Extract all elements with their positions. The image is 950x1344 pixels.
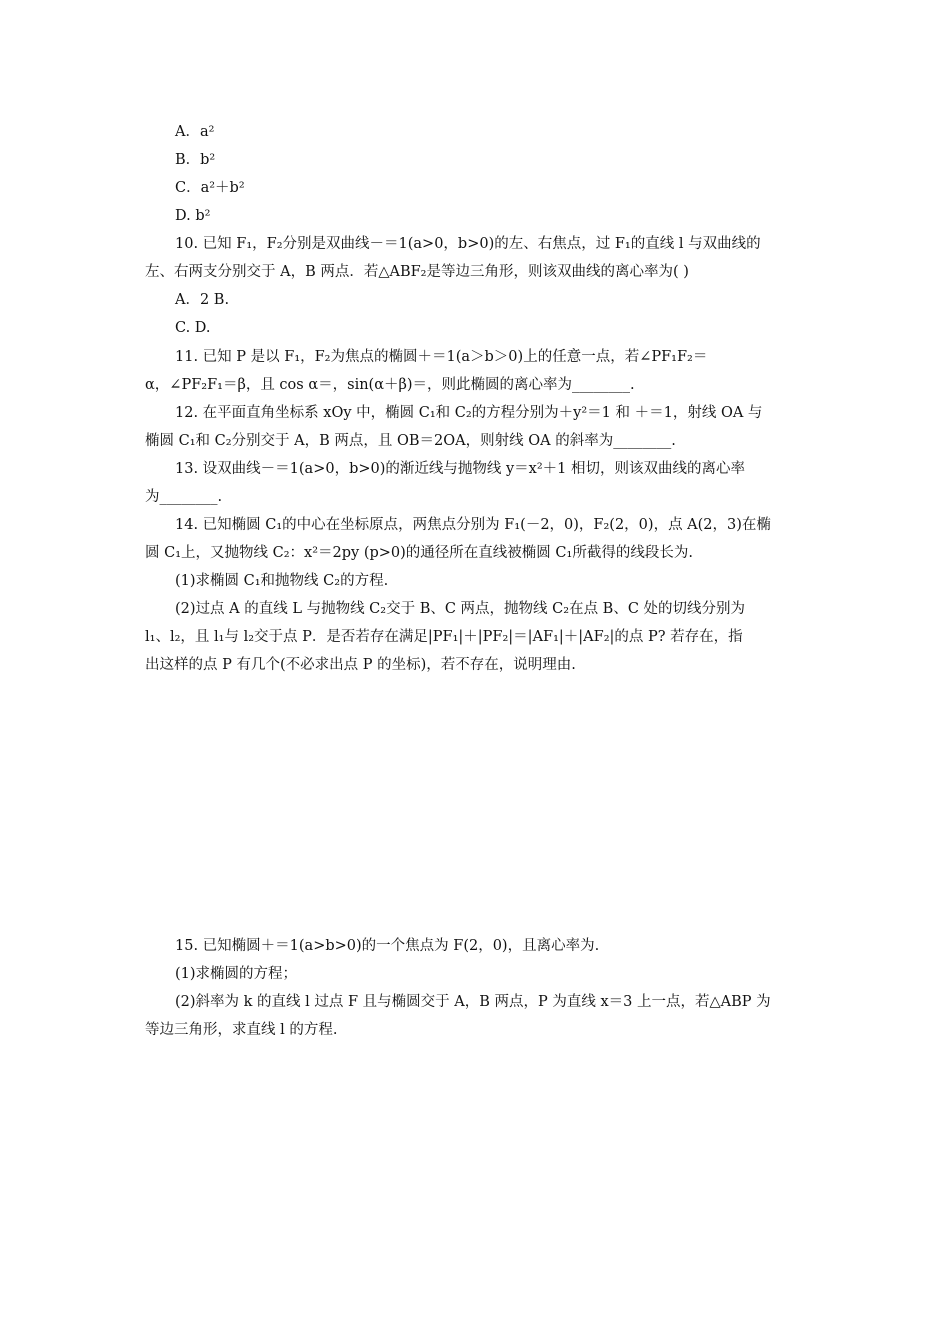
q10-line-3: A．2 B.	[175, 292, 230, 308]
q15-line-1: 15. 已知椭圆＋＝1(a>b>0)的一个焦点为 F(2，0)，且离心率为.	[175, 938, 600, 954]
q11-line-2: α，∠PF₂F₁＝β，且 cos α＝，sin(α＋β)＝，则此椭圆的离心率为________.	[145, 377, 635, 393]
q10-line-1: 10. 已知 F₁，F₂分别是双曲线－＝1(a>0，b>0)的左、右焦点，过 F₁的直线 l 与双曲线的	[175, 236, 761, 252]
q14-line-2: 圆 C₁上，又抛物线 C₂：x²＝2py (p>0)的通径所在直线被椭圆 C₁所截得的线段长为.	[145, 545, 693, 561]
q15-line-2: (1)求椭圆的方程；	[175, 966, 298, 982]
q14-line-3: (1)求椭圆 C₁和抛物线 C₂的方程.	[175, 573, 389, 589]
q11-line-1: 11. 已知 P 是以 F₁，F₂为焦点的椭圆＋＝1(a＞b＞0)上的任意一点，若∠PF₁F₂＝	[175, 349, 708, 365]
q9-option-c: C．a²＋b²	[175, 180, 245, 196]
q9-option-d: D. b²	[175, 208, 211, 224]
q14-line-6: 出这样的点 P 有几个(不必求出点 P 的坐标)，若不存在，说明理由.	[145, 657, 576, 673]
q10-line-4: C. D.	[175, 320, 211, 336]
q15-line-3: (2)斜率为 k 的直线 l 过点 F 且与椭圆交于 A，B 两点，P 为直线 x＝3 上一点，若△ABP 为	[175, 994, 771, 1010]
q9-option-a: A．a²	[175, 124, 215, 140]
q10-line-2: 左、右两支分别交于 A，B 两点．若△ABF₂是等边三角形，则该双曲线的离心率为( )	[145, 264, 689, 280]
q12-line-2: 椭圆 C₁和 C₂分别交于 A，B 两点，且 OB＝2OA，则射线 OA 的斜率为________.	[145, 433, 676, 449]
q14-line-5: l₁、l₂，且 l₁与 l₂交于点 P．是否若存在满足|PF₁|＋|PF₂|＝|AF₁|＋|AF₂|的点 P? 若存在，指	[145, 629, 743, 645]
q14-line-4: (2)过点 A 的直线 L 与抛物线 C₂交于 B、C 两点，抛物线 C₂在点 B、C 处的切线分别为	[175, 601, 746, 617]
q13-line-2: 为________.	[145, 489, 223, 505]
q13-line-1: 13. 设双曲线－＝1(a>0，b>0)的渐近线与抛物线 y＝x²＋1 相切，则该双曲线的离心率	[175, 461, 746, 477]
q14-line-1: 14. 已知椭圆 C₁的中心在坐标原点，两焦点分别为 F₁(－2，0)，F₂(2，0)，点 A(2，3)在椭	[175, 517, 771, 533]
q12-line-1: 12. 在平面直角坐标系 xOy 中，椭圆 C₁和 C₂的方程分别为＋y²＝1 和 ＋＝1，射线 OA 与	[175, 405, 763, 421]
q9-option-b: B．b²	[175, 152, 216, 168]
q15-line-4: 等边三角形，求直线 l 的方程.	[145, 1022, 338, 1038]
